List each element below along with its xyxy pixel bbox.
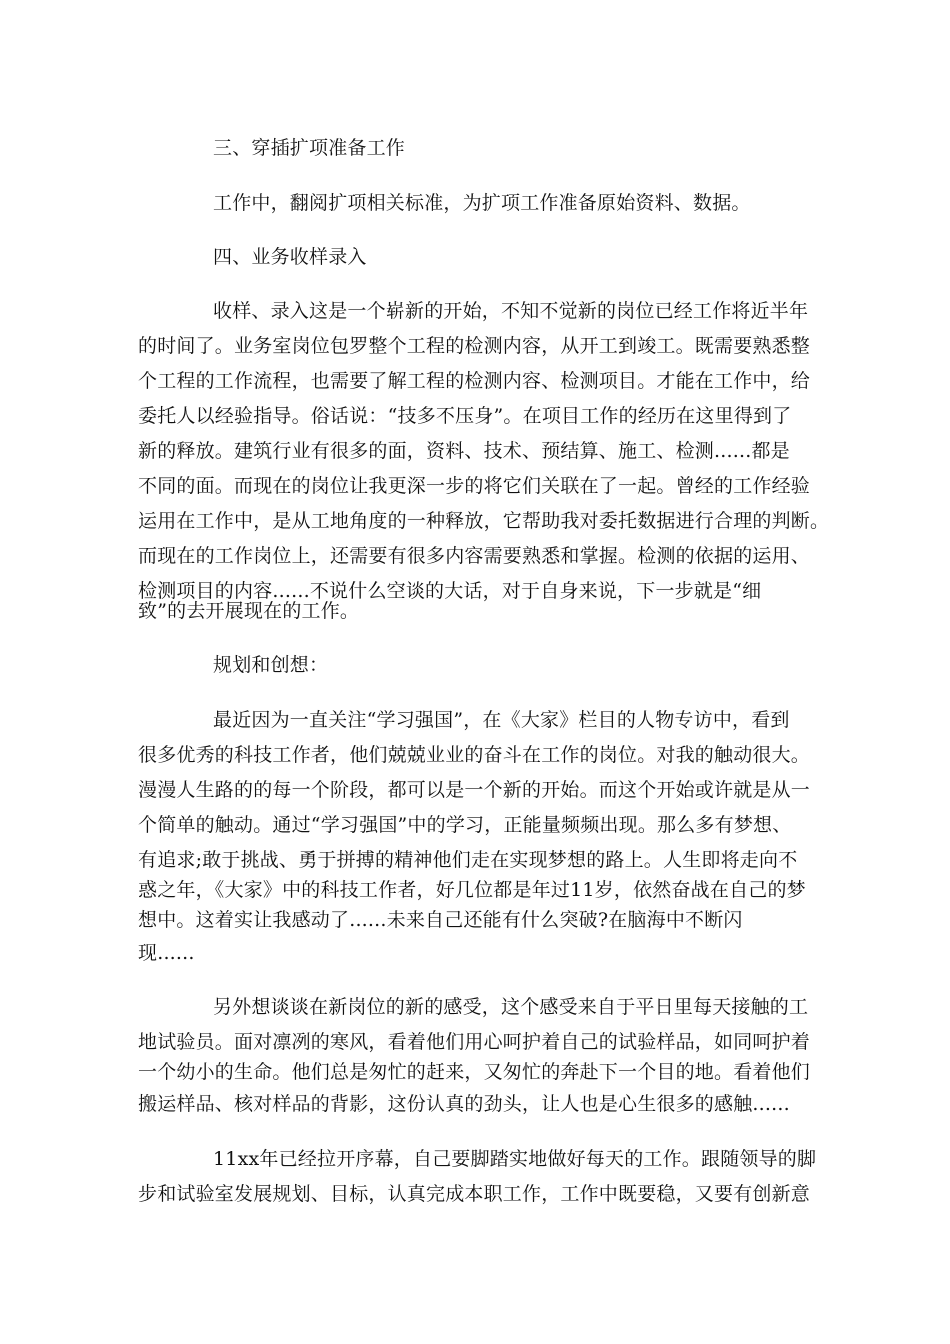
paragraph-line: 漫漫人生路的的每一个阶段，都可以是一个新的开始。而这个开始或许就是从一	[138, 779, 811, 801]
paragraph-line: 步和试验室发展规划、目标，认真完成本职工作，工作中既要稳，又要有创新意	[138, 1183, 811, 1205]
paragraph-line: 收样、录入这是一个崭新的开始，不知不觉新的岗位已经工作将近半年	[213, 300, 809, 322]
paragraph-line: 检测项目的内容......不说什么空谈的大话，对于自身来说，下一步就是“细	[138, 580, 762, 602]
paragraph-line: 11xx年已经拉开序幕，自己要脚踏实地做好每天的工作。跟随领导的脚	[213, 1148, 817, 1170]
paragraph-line: 地试验员。面对凛冽的寒风，看着他们用心呵护着自己的试验样品，如同呵护着	[138, 1031, 811, 1053]
paragraph-line: 个工程的工作流程，也需要了解工程的检测内容、检测项目。才能在工作中，给	[138, 370, 811, 392]
paragraph-line: 委托人以经验指导。俗话说：“技多不压身”。在项目工作的经历在这里得到了	[138, 405, 792, 427]
section-heading: 规划和创想：	[213, 654, 329, 676]
paragraph-line: 另外想谈谈在新岗位的新的感受，这个感受来自于平日里每天接触的工	[213, 996, 809, 1018]
paragraph-line: 一个幼小的生命。他们总是匆忙的赶来，又匆忙的奔赴下一个目的地。看着他们	[138, 1061, 811, 1083]
paragraph-line: 现......	[138, 942, 195, 964]
paragraph-line: 想中。这着实让我感动了......未来自己还能有什么突破?在脑海中不断闪	[138, 909, 743, 931]
paragraph-line: 的时间了。业务室岗位包罗整个工程的检测内容，从开工到竣工。既需要熟悉整	[138, 335, 811, 357]
paragraph-line: 不同的面。而现在的岗位让我更深一步的将它们关联在了一起。曾经的工作经验	[138, 475, 811, 497]
paragraph-line: 个简单的触动。通过“学习强国”中的学习，正能量频频出现。那么多有梦想、	[138, 814, 792, 836]
section-heading: 三、穿插扩项准备工作	[213, 137, 406, 159]
paragraph-line: 搬运样品、核对样品的背影，这份认真的劲头，让人也是心生很多的感触......	[138, 1093, 790, 1115]
paragraph-line: 新的释放。建筑行业有很多的面，资料、技术、预结算、施工、检测......都是	[138, 440, 790, 462]
paragraph-line: 惑之年，《大家》中的科技工作者，好几位都是年过11岁，依然奋战在自己的梦	[138, 879, 806, 901]
paragraph-line: 运用在工作中，是从工地角度的一种释放，它帮助我对委托数据进行合理的判断。	[138, 510, 830, 532]
section-heading: 四、业务收样录入	[213, 246, 367, 268]
paragraph-line: 而现在的工作岗位上，还需要有很多内容需要熟悉和掌握。检测的依据的运用、	[138, 545, 811, 567]
paragraph-line: 有追求;敢于挑战、勇于拼搏的精神他们走在实现梦想的路上。人生即将走向不	[138, 849, 798, 871]
paragraph-line: 很多优秀的科技工作者，他们兢兢业业的奋斗在工作的岗位。对我的触动很大。	[138, 744, 811, 766]
paragraph-line: 工作中，翻阅扩项相关标准，为扩项工作准备原始资料、数据。	[213, 192, 751, 214]
paragraph-line: 最近因为一直关注“学习强国”，在《大家》栏目的人物专访中，看到	[213, 709, 790, 731]
paragraph-line: 致”的去开展现在的工作。	[138, 600, 360, 622]
